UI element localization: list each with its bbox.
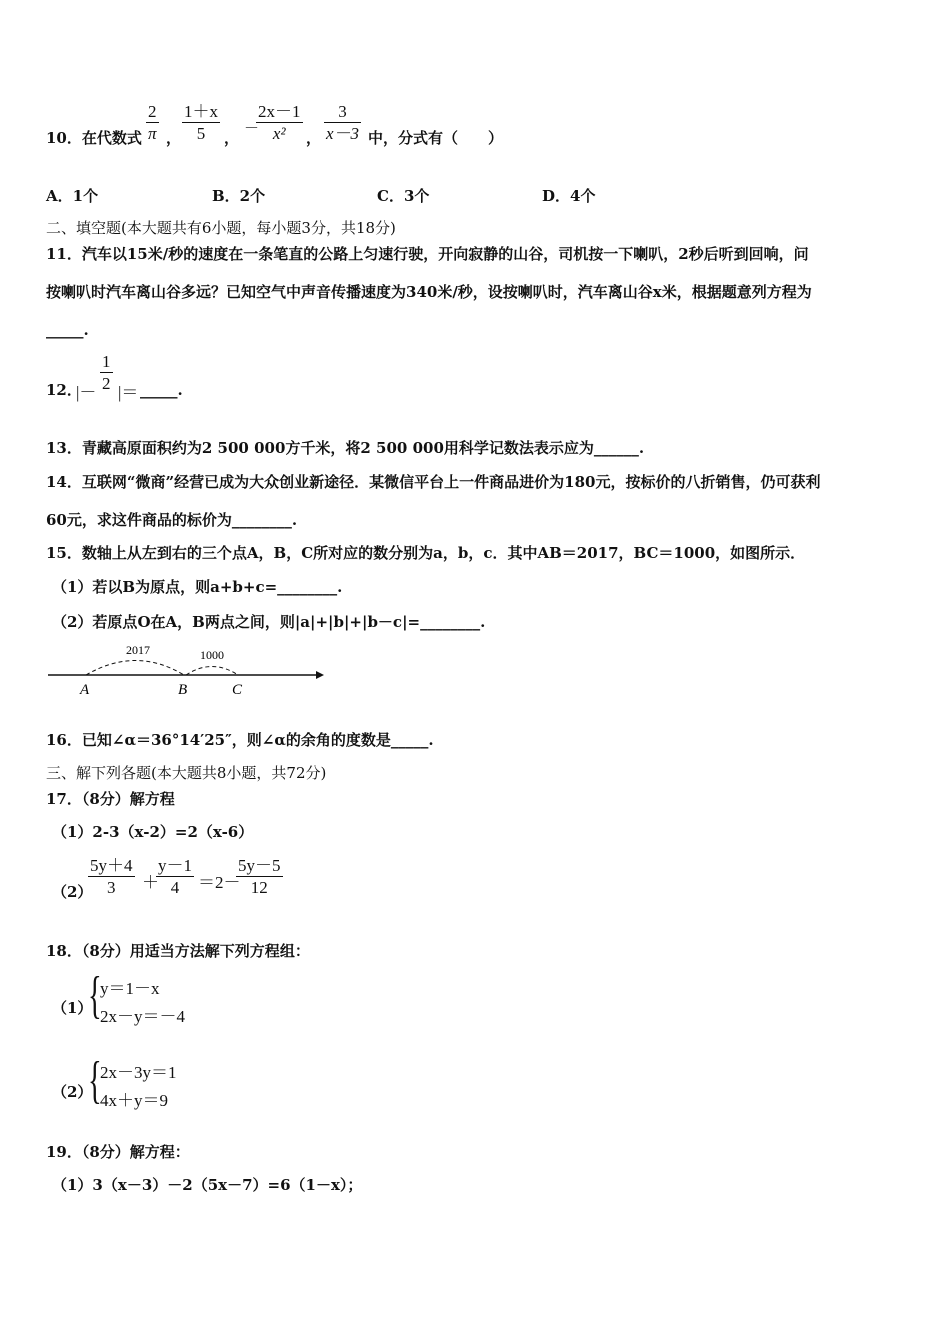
- ab-distance-label: 2017: [126, 643, 150, 657]
- q14-line-1: 14．互联网“微商”经营已成为大众创业新途径．某微信平台上一件商品进价为180元，按标价的八折销售，仍可获利: [46, 473, 821, 491]
- q14-line-2: 60元，求这件商品的标价为________.: [46, 511, 298, 529]
- q10-option-d: D．4个: [542, 187, 596, 205]
- q18-stem: 18．（8分）用适当方法解下列方程组：: [46, 942, 310, 960]
- number-line-figure: [44, 640, 334, 702]
- number-line-arrow: [316, 671, 324, 679]
- q11-line-1: 11．汽车以15米/秒的速度在一条笔直的公路上匀速行驶，开向寂静的山谷，司机按一下喇叭，2秒后听到回响，问: [46, 245, 809, 263]
- q19-stem: 19．（8分）解方程：: [46, 1143, 190, 1161]
- q17-term-2: y－1 4: [158, 856, 192, 897]
- q16-text: 16．已知∠α＝36°14′25″，则∠α的余角的度数是_____.: [46, 731, 434, 749]
- q13-text: 13．青藏高原面积约为2 500 000方千米，将2 500 000用科学记数法表示应为______.: [46, 439, 645, 457]
- q15-part-2: （2）若原点O在A，B两点之间，则|a|+|b|+|b－c|=________.: [52, 613, 486, 631]
- section-2-heading: 二、填空题(本大题共有6小题，每小题3分，共18分): [46, 219, 396, 237]
- q10-option-c: C．3个: [377, 187, 430, 205]
- q10-option-a: A．1个: [46, 187, 99, 205]
- q10-fraction-1: 2 π: [148, 102, 157, 143]
- point-a-label: A: [80, 682, 90, 698]
- q10-option-b: B．2个: [212, 187, 266, 205]
- section-3-heading: 三、解下列各题(本大题共8小题，共72分): [46, 764, 327, 782]
- q10-prefix: 10．在代数式: [46, 129, 142, 147]
- point-c-label: C: [232, 682, 243, 698]
- q15-part-1: （1）若以B为原点，则a+b+c=________.: [52, 578, 343, 596]
- q12-fraction: 1 2: [102, 352, 111, 393]
- q11-line-2: 按喇叭时汽车离山谷多远？已知空气中声音传播速度为340米/秒，设按喇叭时，汽车离山谷x米，根据题意列方程为: [46, 283, 812, 301]
- q18-sys2-eq1: 2x－3y＝1: [100, 1063, 177, 1082]
- q18-sys1-eq2: 2x－y＝－4: [100, 1007, 185, 1026]
- bc-arc: [186, 667, 238, 676]
- brace-icon: {: [88, 967, 102, 1024]
- q17-stem: 17．（8分）解方程: [46, 790, 175, 808]
- q10-fraction-4: 3 x－3: [326, 102, 360, 143]
- q11-line-3: _____.: [46, 321, 89, 339]
- brace-icon: {: [88, 1052, 102, 1109]
- ab-arc: [86, 661, 184, 676]
- q17-term-1: 5y＋4 3: [90, 856, 133, 897]
- q10-suffix: 中，分式有（ ）: [368, 129, 504, 147]
- q19-part-1: （1）3（x－3）－2（5x－7）=6（1－x）；: [52, 1176, 363, 1194]
- q18-sys2-eq2: 4x＋y＝9: [100, 1091, 168, 1110]
- q17-term-3: 5y－5 12: [238, 856, 281, 897]
- q10-fraction-3: 2x－1 x²: [258, 102, 301, 143]
- q15-stem: 15．数轴上从左到右的三个点A，B，C所对应的数分别为a，b，c．其中AB＝2017，BC＝1000，如图所示．: [46, 544, 806, 562]
- point-b-label: B: [178, 682, 188, 698]
- q17-part-1: （1）2-3（x-2）=2（x-6）: [52, 823, 254, 841]
- q18-sys1-eq1: y＝1－x: [100, 979, 160, 998]
- q10-fraction-2: 1＋x 5: [184, 102, 218, 143]
- bc-distance-label: 1000: [200, 648, 224, 662]
